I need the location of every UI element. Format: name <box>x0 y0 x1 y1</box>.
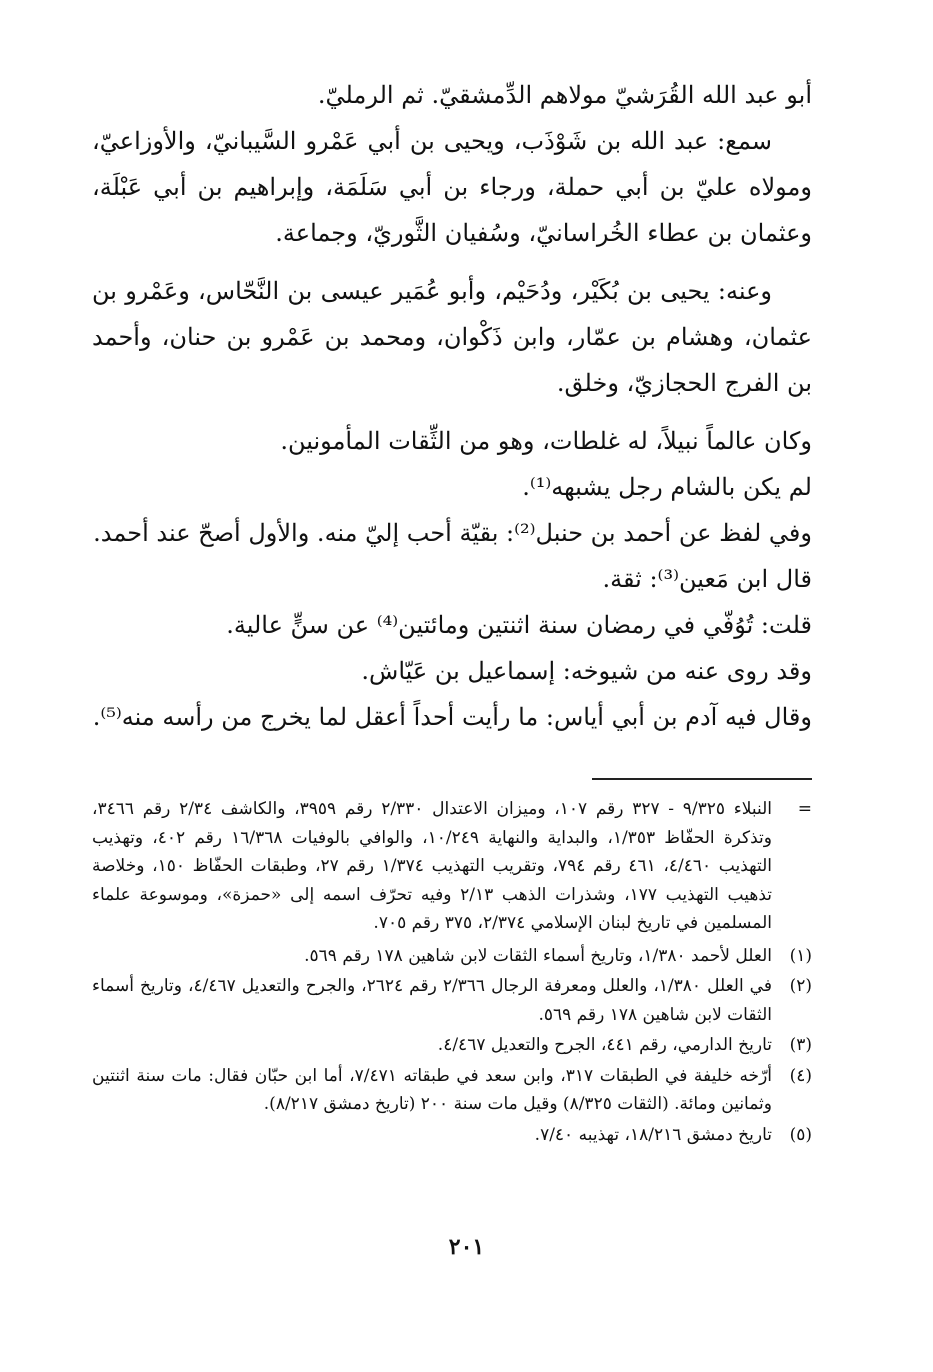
footnote-1 <box>92 942 812 971</box>
footnote-marker: (٣) <box>789 1035 812 1055</box>
paragraph-quote: لم يكن بالشام رجل يشبهه⁽¹⁾. <box>522 473 812 501</box>
footnote-text: أرّخه خليفة في الطبقات ٣١٧، وابن سعد في طبقاته ٧/٤٧١، أما ابن حبّان فقال: مات سنة اثنتين وثمانين ومائة. (الثقات ٨/٣٢٥) وقيل مات سنة ٢٠٠ (تاريخ دمشق ٨/٢١٧). <box>92 1065 772 1114</box>
footnote-text: في العلل ١/٣٨٠، والعلل ومعرفة الرجال ٢/٣٦٦ رقم ٢٦٢٤، والجرح والتعديل ٤/٤٦٧، وتاريخ أسماء الثقات لابن شاهين ١٧٨ رقم ٥٦٩. <box>92 976 772 1025</box>
paragraph-narrated: وقد روى عنه من شيوخه: إسماعيل بن عَيّاش. <box>361 657 812 685</box>
paragraph-description: وكان عالماً نبيلاً، له غلطات، وهو من الثِّقات المأمونين. <box>280 427 812 455</box>
footnote-text: تاريخ الدارمي، رقم ٤٤١، الجرح والتعديل ٤/٤٦٧. <box>437 1035 772 1055</box>
paragraph-adam: وقال فيه آدم بن أبي أياس: ما رأيت أحداً أعقل لما يخرج من رأسه منه⁽⁵⁾. <box>92 703 812 731</box>
footnotes <box>92 795 812 1149</box>
footnote-text: النبلاء ٩/٣٢٥ - ٣٢٧ رقم ١٠٧، وميزان الاعتدال ٢/٣٣٠ رقم ٣٩٥٩، والكاشف ٢/٣٤ رقم ٣٤٦٦، وتذكرة الحفّاظ ١/٣٥٣، والبداية والنهاية ١٠/٢٤٩، والوافي بالوفيات ١٦/٣٦٨ رقم ٤٠٢، وتهذيب التهذيب ٤/٤٦٠، ٤٦١ رقم ٧٩٤، وتقريب التهذيب ١/٣٧٤ رقم ٢٧، وطبقات الحفّاظ ١٥٠، وخلاصة تذهيب التهذيب ١٧٧، وشذرات الذهب ٢/١٣ وفيه تحرّف اسمه إلى «حمزة»، وموسوعة علماء المسلمين في تاريخ لبنان الإسلامي ٢/٣٧٤، ٣٧٥ رقم ٧٠٥. <box>92 799 773 933</box>
footnote-marker: (٥) <box>789 1124 812 1145</box>
paragraph-ahmad: وفي لفظ عن أحمد بن حنبل⁽²⁾: بقيّة أحب إليّ منه. والأول أصحّ عند أحمد. <box>93 519 812 547</box>
page-number: ٢٠١ <box>448 1234 485 1260</box>
paragraph-heard-from: سمع: عبد الله بن شَوْذَب، ويحيى بن أبي عَمْرو السَّيبانيّ، والأوزاعيّ، ومولاه عليّ بن أبي حملة، ورجاء بن أبي سَلَمَة، وإبراهيم بن أبي عَبْلَة، وعثمان بن عطاء الخُراسانيّ، وسُفيان الثَّوريّ، وجماعة. <box>92 127 812 247</box>
paragraph-nisba: أبو عبد الله القُرَشيّ مولاهم الدِّمشقيّ. ثم الرمليّ. <box>317 81 812 109</box>
paragraph-ibn-main: قال ابن مَعين⁽³⁾: ثقة. <box>602 565 812 593</box>
footnote-2 <box>92 972 812 1029</box>
main-text <box>92 72 812 740</box>
footnote-3 <box>92 1031 812 1060</box>
footnote-marker: (١) <box>789 945 812 966</box>
footnote-4 <box>92 1062 812 1119</box>
paragraph-death: قلت: تُوُفّي في رمضان سنة اثنتين ومائتين⁽⁴⁾ عن سنٍّ عالية. <box>226 611 812 639</box>
footnote-marker: (٢) <box>789 976 812 996</box>
footnote-marker: (٤) <box>789 1065 812 1086</box>
footnote-marker: = <box>797 799 812 819</box>
footnote-text: تاريخ دمشق ١٨/٢١٦، تهذيبه ٧/٤٠. <box>534 1124 772 1145</box>
footnote-separator <box>592 778 812 780</box>
footnote-5 <box>92 1121 812 1150</box>
footnote-continued <box>92 795 812 938</box>
paragraph-narrators: وعنه: يحيى بن بُكَيْر، ودُحَيْم، وأبو عُمَير عيسى بن النَّحّاس، وعَمْرو بن عثمان، وهشام بن عمّار، وابن ذَكْوان، ومحمد بن عَمْرو بن حنان، وأحمد بن الفرج الحجازيّ، وخلق. <box>92 277 812 397</box>
footnote-text: العلل لأحمد ١/٣٨٠، وتاريخ أسماء الثقات لابن شاهين ١٧٨ رقم ٥٦٩. <box>304 945 772 966</box>
